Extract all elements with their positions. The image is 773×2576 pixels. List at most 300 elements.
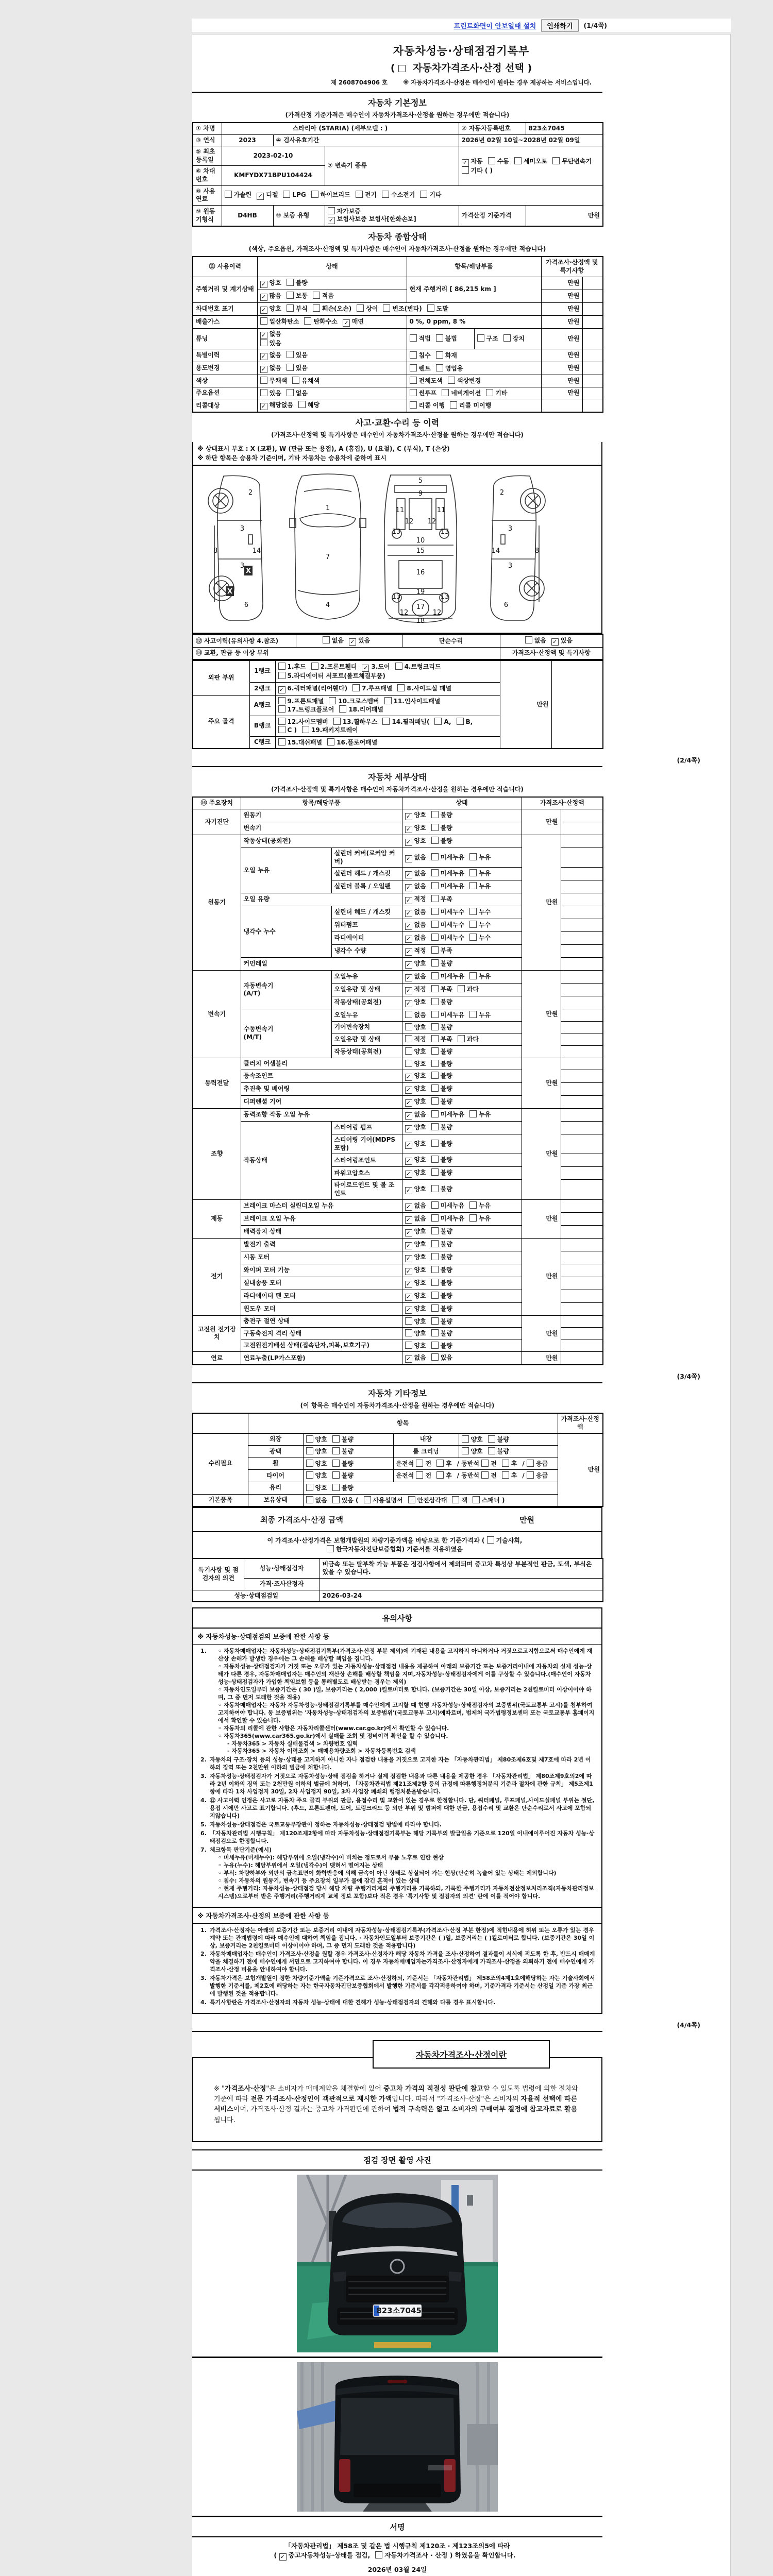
table-cell bbox=[241, 958, 402, 971]
notice-line: 자동차매매업자는 매수인이 가격조사·산정을 원할 경우 가격조사·산정자가 해당 자동차 가격을 조사·산정하여 결과를이 서식에 적도록 한 후, 반드시 매매계약을 체결하기 전에 매수인에게 서면으로 고지하여야 합니다. 이 경우 자동차매매업자는가격조사·산정자에게 가격조사·산정을 의뢰하기 전에 매수인에게 가격조사·산정 비용을 안내하여야 합니다. bbox=[210, 1951, 595, 1973]
option bbox=[431, 1342, 452, 1350]
table-cell bbox=[402, 809, 522, 822]
table-cell bbox=[248, 1494, 303, 1506]
text-run: 만원 bbox=[546, 1273, 558, 1280]
option-label: 양호 bbox=[414, 1240, 426, 1248]
option-label: 없음 bbox=[414, 853, 426, 861]
table-cell bbox=[249, 736, 275, 749]
option bbox=[405, 1047, 426, 1056]
checkbox bbox=[488, 1435, 495, 1443]
table-cell bbox=[193, 328, 257, 349]
checkbox bbox=[469, 869, 477, 876]
text-run: 실내송풍 모터 bbox=[243, 1279, 282, 1286]
text-run: 오일 누유 bbox=[243, 866, 270, 874]
table-cell bbox=[257, 328, 407, 349]
checkbox bbox=[488, 157, 495, 164]
table-cell bbox=[193, 1058, 241, 1109]
option bbox=[405, 883, 426, 891]
text-run: 냉각수 누수 bbox=[243, 927, 276, 935]
option bbox=[405, 934, 426, 943]
table-cell bbox=[193, 1109, 241, 1199]
option-label: 적법 bbox=[418, 335, 431, 343]
checkbox bbox=[332, 1447, 340, 1454]
text-run: 워터펌프 bbox=[334, 921, 358, 929]
notice-number: 3. bbox=[200, 1773, 207, 1780]
option-label: 리콜 이행 bbox=[418, 402, 445, 410]
option bbox=[405, 908, 426, 917]
notice-line: 「자동차관리법 시행규칙」 제120조제2항에 따라 자동차성능·상태점검기록부는 해당 기록부의 발급일을 기준으로 120일 이내에이루어진 자동차 성능·상태점검으로 한정합니다. bbox=[210, 1830, 595, 1844]
text-run: 실린더 블록 / 오일팬 bbox=[334, 883, 391, 890]
table-cell bbox=[561, 1315, 603, 1328]
install-print-plugin-link[interactable]: 프린트화면이 안보일때 설치 bbox=[453, 22, 536, 30]
option-label: 양호 bbox=[414, 960, 426, 968]
notice-line: ◦ 자동차매매업자는 자동차 자동차성능·상태점검기록부를 매수인에게 고지할 때 현행 자동차성능·상태점검자의 보증범위(국토교통부 고시)를 첨부하여 고지하여야 합니다. 동 보증범위는 '자동차성능·상태점검자의 보증범위'(국토교통부 고시)에따르며, 법제처 국가법령정보센터 또는 국토교통부 홈페이지에서 확인할 수 있습니다. bbox=[218, 1701, 595, 1724]
option-label: 불량 bbox=[440, 1048, 452, 1056]
checkbox bbox=[431, 1156, 439, 1163]
table-cell bbox=[459, 123, 526, 134]
option bbox=[405, 1241, 426, 1249]
text-run: 만원 bbox=[536, 700, 549, 708]
table-cell bbox=[541, 277, 582, 290]
table-cell bbox=[541, 290, 582, 302]
text-run: 룸 크리닝 bbox=[413, 1447, 439, 1455]
perf-warranty-title: ※ 자동차성능·상태점검의 보증에 관한 사항 등 bbox=[193, 1629, 601, 1645]
option-label: B, bbox=[465, 718, 473, 725]
checkbox bbox=[292, 377, 299, 384]
table-cell bbox=[193, 1315, 241, 1352]
option-label: 14.필러패널( bbox=[392, 718, 430, 725]
table-cell bbox=[402, 1328, 522, 1340]
checkbox bbox=[469, 853, 477, 860]
option bbox=[405, 986, 426, 994]
text-run: 파워고압호스 bbox=[334, 1169, 371, 1177]
text-run: ⑫ 사고이력(유의사항 4.참조) bbox=[196, 637, 279, 645]
option bbox=[431, 853, 464, 862]
table-cell bbox=[474, 328, 541, 349]
table-cell bbox=[241, 1277, 402, 1290]
option bbox=[278, 726, 297, 735]
checkbox bbox=[405, 826, 412, 833]
checkbox bbox=[408, 1496, 415, 1503]
table-cell bbox=[402, 634, 500, 648]
final-amount-unit: 만원 bbox=[519, 1515, 534, 1525]
option bbox=[477, 334, 498, 343]
option-label: 없음 bbox=[315, 1496, 327, 1504]
table-cell bbox=[248, 1470, 303, 1482]
text-run: ① 차명 bbox=[196, 125, 215, 132]
checkbox bbox=[481, 1471, 489, 1479]
text-run: 만원 bbox=[587, 1466, 600, 1473]
table-cell bbox=[526, 123, 603, 134]
checkbox bbox=[405, 974, 412, 981]
option bbox=[260, 389, 281, 398]
text-run: / bbox=[522, 1472, 525, 1480]
table-cell bbox=[193, 205, 222, 226]
checkbox bbox=[339, 705, 346, 713]
option-label: 가솔린 bbox=[233, 191, 252, 199]
option-label: 색상변경 bbox=[457, 377, 481, 385]
option-label: 불량 bbox=[440, 1140, 452, 1147]
text-run: 만원 bbox=[567, 364, 580, 372]
table-cell bbox=[459, 1446, 558, 1458]
text-run: 색상 bbox=[196, 377, 208, 384]
option-label: 렌트 bbox=[418, 364, 431, 372]
table-cell bbox=[275, 660, 500, 682]
option bbox=[332, 1484, 354, 1493]
notice-line: ◦ 자동차인도일부터 보증기간은 ( 30 )일, 보증거리는 ( 2,000 )킬로미터로 합니다. (보증기간은 30일 이상, 보증거리는 2천킬로미터 이상이어야 하며, 그 중 먼저 도래한 것을 적용) bbox=[218, 1686, 592, 1701]
option bbox=[450, 401, 491, 410]
notice-number: 4. bbox=[200, 1999, 207, 2006]
table-cell bbox=[303, 1433, 393, 1446]
checkbox bbox=[332, 1496, 340, 1503]
table-cell bbox=[193, 166, 222, 185]
vehicle-front bbox=[328, 2193, 467, 2335]
table-cell bbox=[257, 302, 541, 315]
option-label: 불량 bbox=[440, 1304, 452, 1312]
notice-item bbox=[200, 1797, 596, 1820]
option bbox=[527, 1460, 548, 1468]
option-label: LPG bbox=[292, 191, 306, 199]
checkbox bbox=[382, 718, 390, 725]
text-run: 운전석 bbox=[396, 1460, 414, 1467]
notice-line: 자동차의 구조·장치 등의 성능·상태를 고지하지 아니한 자나 점검한 내용을 거짓으로 고지한 자는 「자동차관리법」 제80조제6호및 제7호에 따라 2년 이하의 징역 또는 2천만원 이하의 벌금에 처합니다. bbox=[210, 1756, 591, 1771]
text-run: 가격조사·산정액 bbox=[540, 799, 584, 807]
text-run: 연료 bbox=[211, 1354, 223, 1362]
checkbox bbox=[405, 1112, 412, 1120]
text-run: 고전원전기배선 상태(접속단자,피복,보호기구) bbox=[243, 1342, 370, 1349]
option bbox=[278, 738, 323, 747]
other-info-table bbox=[192, 1413, 730, 1507]
option-label: 불량 bbox=[440, 1124, 452, 1131]
option-label: 미세누수 bbox=[440, 908, 465, 916]
table-cell bbox=[257, 349, 407, 362]
paragraph-run: 자율적 선택에 따른 서비스 bbox=[214, 2095, 578, 2114]
table-cell bbox=[331, 906, 402, 919]
option-label: 없음 bbox=[331, 637, 344, 645]
text-run: 타이로드엔드 및 볼 조인트 bbox=[334, 1181, 395, 1197]
option bbox=[469, 908, 491, 917]
text-run: ⑪ 사용이력 bbox=[209, 263, 242, 270]
option-label: 과다 bbox=[466, 986, 479, 993]
option bbox=[462, 166, 493, 175]
notice-item bbox=[200, 1846, 596, 1901]
option-label: 부식 bbox=[295, 304, 308, 312]
table-cell bbox=[331, 1180, 402, 1199]
option-label: 미세누수 bbox=[440, 934, 465, 942]
text-run: 만원 bbox=[546, 1010, 558, 1018]
option bbox=[431, 1304, 452, 1313]
option-label: 불량 bbox=[440, 1240, 452, 1248]
option-label: 불량 bbox=[440, 1098, 452, 1106]
option-label: 네비게이션 bbox=[451, 389, 481, 397]
checkbox bbox=[352, 684, 360, 691]
checkbox bbox=[469, 1110, 477, 1117]
text-run: ⑤ 최초 등록일 bbox=[196, 148, 215, 163]
vehicle-rear bbox=[334, 2376, 461, 2503]
table-cell bbox=[303, 1458, 393, 1470]
table-cell bbox=[541, 375, 582, 387]
option-label: 응급 bbox=[535, 1472, 548, 1480]
diagram-part-number: 12 bbox=[399, 609, 409, 617]
checkbox bbox=[332, 1484, 340, 1491]
checkbox bbox=[384, 697, 392, 704]
option-label: 있음 bbox=[269, 339, 281, 347]
checkbox bbox=[287, 304, 294, 312]
notice-item bbox=[200, 1951, 596, 1974]
text-run: ⑨ 원동 기형식 bbox=[196, 207, 215, 223]
checkbox bbox=[469, 882, 477, 889]
exchange-x-mark: X bbox=[227, 588, 233, 596]
table-cell bbox=[241, 1212, 402, 1225]
checkbox bbox=[287, 351, 294, 358]
option-label: 누유 bbox=[479, 1201, 491, 1209]
option-label: 미세누유 bbox=[440, 1214, 465, 1222]
option bbox=[431, 985, 452, 994]
option-label: 불량 bbox=[440, 1330, 452, 1337]
checkbox bbox=[405, 1329, 412, 1336]
option bbox=[527, 1471, 548, 1480]
option-label: 없음 bbox=[414, 934, 426, 942]
option bbox=[405, 1292, 426, 1301]
table-cell bbox=[241, 1058, 402, 1070]
option-label: 기타 bbox=[495, 389, 508, 397]
table-cell bbox=[561, 958, 603, 971]
print-button[interactable]: 인쇄하기 bbox=[541, 19, 578, 32]
table-cell bbox=[402, 1302, 522, 1315]
table-cell bbox=[331, 868, 402, 880]
other-note: (이 항목은 매수인이 자동차가격조사·산정을 원하는 경우에만 적습니다) bbox=[300, 1402, 495, 1410]
option-label: 없음 bbox=[269, 330, 281, 337]
notice-item bbox=[200, 1830, 596, 1845]
notice-number: 5. bbox=[200, 1821, 207, 1828]
option-label: 없음 bbox=[414, 921, 426, 929]
table-cell bbox=[402, 1340, 522, 1352]
option-label: 양호 bbox=[414, 1253, 426, 1261]
checkbox bbox=[405, 1023, 412, 1030]
table-cell bbox=[331, 1154, 402, 1167]
table-cell bbox=[193, 123, 222, 134]
table-cell bbox=[325, 205, 459, 226]
option bbox=[431, 1279, 452, 1287]
checkbox bbox=[405, 839, 412, 846]
table-cell bbox=[244, 1558, 320, 1579]
option bbox=[382, 718, 429, 726]
option-label: 3.도어 bbox=[371, 663, 390, 670]
table-cell bbox=[241, 1199, 402, 1212]
table-cell bbox=[522, 1109, 561, 1199]
option bbox=[431, 1240, 452, 1249]
option-label: 세미오토 bbox=[523, 157, 548, 165]
option bbox=[436, 1471, 452, 1480]
table-cell bbox=[561, 1154, 603, 1167]
table-cell bbox=[561, 1212, 603, 1225]
notice-line: ◦ 자동차매매업자는 자동차성능·상태점검기록부(가격조사·산정 부분 제외)에 기재된 내용을 고지하지 아니하거나 거짓으로고지함으로써 매수인에게 재산상 손해가 발생한 경우에는 그 손해를 배상할 책임을 집니다. bbox=[218, 1648, 593, 1663]
text-run: KMFYDX71BPU104424 bbox=[234, 172, 312, 179]
option-label: 사용설명서 bbox=[373, 1496, 403, 1504]
table-cell bbox=[582, 328, 603, 349]
text-run: 광택 bbox=[269, 1447, 282, 1455]
option bbox=[397, 684, 451, 693]
signature-date: 2026년 03월 24일 bbox=[367, 2566, 427, 2574]
table-cell bbox=[331, 880, 402, 893]
table-cell bbox=[275, 695, 500, 716]
option bbox=[431, 1011, 464, 1020]
text-run: 튜닝 bbox=[196, 334, 208, 342]
checkbox bbox=[431, 1110, 439, 1117]
option bbox=[410, 351, 431, 360]
table-cell bbox=[561, 919, 603, 932]
checkbox bbox=[287, 292, 294, 299]
checkbox bbox=[397, 684, 405, 691]
option bbox=[410, 377, 443, 385]
overall-table bbox=[192, 256, 730, 413]
option bbox=[357, 304, 378, 313]
option-label: 양호 bbox=[414, 1098, 426, 1106]
inspector-opinion-table bbox=[192, 1558, 730, 1602]
option-label: 불량 bbox=[341, 1472, 354, 1480]
option-label: 12.사이드멤버 bbox=[287, 718, 328, 725]
option bbox=[431, 934, 464, 942]
text-run: 비금속 또는 탈부착 가능 부품은 점검사항에서 제외되며 중고차 특성상 부분적인 판금, 도색, 부식은 있을 수 있습니다. bbox=[322, 1560, 592, 1576]
checkbox bbox=[278, 726, 285, 733]
checkbox bbox=[405, 1142, 412, 1149]
notice-line: ◦ 현재 주행거리: 자동차성능·상태점검 당시 해당 차량 주행거리계의 주행거리를 기록하되, 기록한 주행거리가 자동차전산정보처리조직(자동차관리정보시스템)으로부터 받은 주행거리(주행거리계 교체 정보 포함)보다 적은 경우 '특기사항 및 점검자의 의견' 란에 이를 적어야 합니다. bbox=[218, 1885, 594, 1900]
text-run: 시동 모터 bbox=[243, 1253, 270, 1261]
diagram-part-number: 7 bbox=[325, 553, 330, 562]
table-cell bbox=[402, 1134, 522, 1154]
table-cell bbox=[402, 1096, 522, 1109]
status-codes: ※ 상태표시 부호 : X (교환), W (판금 또는 용접), A (흠집), U (요철), C (부식), T (손상) ※ 하단 항목은 승용차 기준이며, 기타 자동차는 승용차에 준하여 표시 bbox=[192, 442, 602, 466]
diagram-part-number: 3 bbox=[240, 562, 245, 570]
checkbox bbox=[405, 1187, 412, 1194]
price-survey-definition-title: 자동차가격조사·산정이란 bbox=[373, 2040, 550, 2069]
checkbox bbox=[405, 936, 412, 943]
option-label: 불량 bbox=[440, 1317, 452, 1325]
page-marker-3: (3/4쪽) bbox=[677, 1372, 700, 1381]
diagram-part-number: 13 bbox=[392, 528, 401, 536]
table-cell bbox=[241, 835, 402, 848]
table-cell bbox=[241, 906, 331, 958]
checkbox bbox=[436, 1460, 444, 1467]
option bbox=[469, 882, 491, 891]
option-label: 누유 bbox=[479, 1111, 491, 1118]
option bbox=[260, 364, 281, 373]
text-run: 외판 부위 bbox=[208, 673, 234, 681]
option bbox=[448, 377, 481, 385]
option-label: 양호 bbox=[414, 811, 426, 819]
price-warranty-title: ※ 자동차가격조사·산정의 보증에 관한 사항 등 bbox=[193, 1907, 601, 1924]
document-number-line bbox=[192, 78, 730, 87]
paragraph-run: 이며, 가격조사·산정 결과는 중고차 가격판단에 관하여 bbox=[233, 2106, 393, 2114]
option-label: 양호 bbox=[414, 1060, 426, 1067]
text-run: 스타리아 (STARIA) (세부모델 : ) bbox=[292, 125, 388, 132]
table-cell bbox=[561, 1009, 603, 1022]
checkbox bbox=[514, 157, 522, 164]
text-run: 변속기 bbox=[243, 824, 262, 832]
text-run: ( bbox=[390, 62, 399, 74]
table-cell bbox=[561, 1199, 603, 1212]
text-run: 2023-02-10 bbox=[253, 151, 293, 159]
checkbox bbox=[306, 1460, 313, 1467]
table-cell bbox=[296, 634, 402, 648]
checkbox bbox=[486, 389, 493, 396]
notice-line: ⑫ 사고이력 인정은 사고로 자동차 주요 골격 부위의 판금, 용접수리 및 교환이 있는 경우로 한정합니다. 단, 쿼터패널, 루프패널,사이드실패널 부위는 절단, 용접 시에만 사고로 표기합니다. (후드, 프론트펜더, 도어, 트렁크리드 등 외판 부위 및 범퍼에 대한 판금, 용접수리 및 교환은 단순수리로서 사고에 포함되지않습니다) bbox=[210, 1797, 595, 1820]
table-cell bbox=[248, 1458, 303, 1470]
checkbox bbox=[260, 332, 267, 339]
table-cell bbox=[561, 906, 603, 919]
text-run: 823소7045 bbox=[528, 125, 565, 132]
option bbox=[431, 1292, 452, 1300]
table-cell bbox=[522, 1058, 561, 1109]
checkbox bbox=[431, 882, 439, 889]
option-label: 11.인사이드패널 bbox=[393, 697, 441, 705]
option bbox=[279, 2551, 371, 2561]
checkbox bbox=[431, 1185, 439, 1192]
text-run: 가격조사·산정액 및 특기사항 bbox=[546, 259, 598, 274]
option bbox=[525, 636, 546, 645]
table-cell bbox=[561, 893, 603, 906]
text-run: 성능·상태점검자 bbox=[259, 1564, 304, 1572]
diagram-part-number: 13 bbox=[392, 593, 401, 601]
table-cell bbox=[582, 399, 603, 413]
table-cell bbox=[402, 1046, 522, 1058]
option bbox=[431, 837, 452, 845]
text-run: 동력조향 작동 오일 누유 bbox=[243, 1111, 310, 1118]
checkbox bbox=[383, 304, 390, 312]
option-label: 후 bbox=[511, 1460, 517, 1467]
option-label: 화재 bbox=[445, 351, 457, 359]
table-cell bbox=[459, 1433, 558, 1446]
option bbox=[552, 157, 592, 166]
option-label: 미세누유 bbox=[440, 883, 465, 890]
checkbox bbox=[431, 1011, 439, 1018]
table-cell bbox=[193, 1558, 244, 1590]
diagram-part-number: 14 bbox=[252, 547, 261, 555]
document-header bbox=[192, 35, 730, 92]
notice-line: ◦ 자동차365(www.car365.go.kr)에서 실매물 조회 및 정비이력 확인을 할 수 있습니다. bbox=[218, 1732, 448, 1739]
option-label: 한국자동차진단보증협회) 기준서를 적용하였음 bbox=[336, 1545, 463, 1553]
option bbox=[356, 191, 377, 199]
text-run: 브레이크 마스터 실린더오일 누유 bbox=[243, 1201, 334, 1209]
text-run: 주행거리 및 계기상태 bbox=[196, 285, 254, 293]
text-run: 제동 bbox=[211, 1214, 223, 1222]
inspection-photo-rear bbox=[192, 2358, 602, 2516]
option-label: 불량 bbox=[440, 837, 452, 845]
option-label: 미세누수 bbox=[440, 921, 465, 929]
paragraph-run: 입니다. 따라서 "가격조사·산정"은 소비자의 bbox=[392, 2095, 521, 2104]
option bbox=[364, 1496, 403, 1505]
notice-number: 2. bbox=[200, 1951, 207, 1958]
option bbox=[260, 317, 299, 326]
option bbox=[410, 334, 431, 343]
checkbox bbox=[323, 636, 330, 643]
checkbox bbox=[405, 987, 412, 994]
checkbox bbox=[306, 1496, 313, 1503]
option bbox=[431, 1047, 452, 1056]
final-amount-label: 최종 가격조사·산정 금액 bbox=[260, 1515, 344, 1525]
text-run: 만원 bbox=[567, 351, 580, 359]
checkbox bbox=[462, 159, 469, 166]
option bbox=[420, 191, 441, 199]
checkbox bbox=[503, 334, 511, 342]
checkbox bbox=[278, 672, 285, 679]
option-label: 5.라디에이터 서포트(볼트체결부품) bbox=[287, 672, 385, 680]
text-run: 윈도우 모터 bbox=[243, 1304, 276, 1312]
table-cell bbox=[582, 290, 603, 302]
text-run: 특기사항 및 점검자의 의견 bbox=[198, 1566, 239, 1582]
text-run: (M/T) bbox=[243, 1033, 262, 1041]
table-cell bbox=[193, 695, 249, 749]
